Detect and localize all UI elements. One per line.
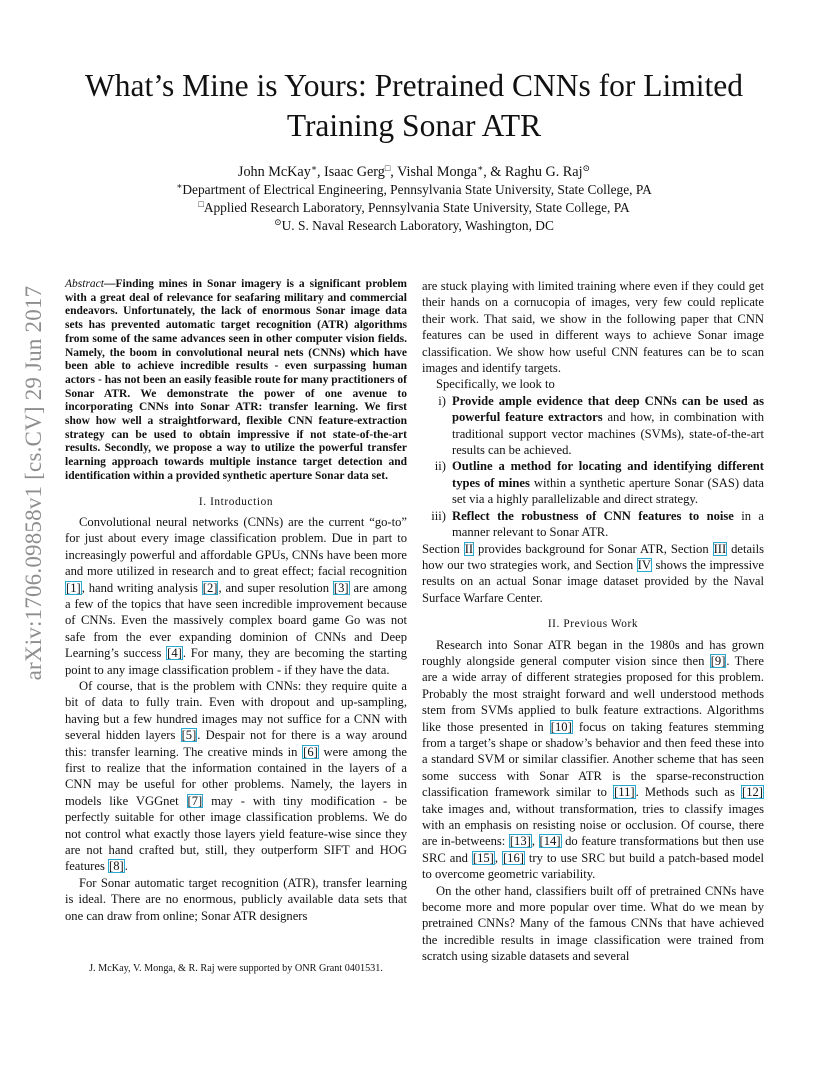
intro-paragraph-5: Section II provides background for Sonar ATR, Section III details how our two strategies work, and Section IV shows the impressive results on an actual Sonar image dataset provided by the Naval Surface Warfare Center.	[422, 541, 764, 605]
citation-link[interactable]: [2]	[202, 580, 218, 595]
citation-link[interactable]: [14]	[539, 834, 561, 849]
citation-link[interactable]: [3]	[333, 580, 349, 595]
author-3: Vishal Monga	[397, 164, 478, 180]
title-line-1: What’s Mine is Yours: Pretrained CNNs for Limited	[85, 68, 743, 103]
funding-footnote: J. McKay, V. Monga, & R. Raj were supported by ONR Grant 0401531.	[89, 963, 383, 974]
previous-work-paragraph-1: Research into Sonar ATR began in the 1980s and has grown roughly alongside general computer vision since then [9]. There are a wide array of different strategies proposed for this problem. Probably the most straight forward and well understood methods stem from SVMs applied to bulk feature extractions. Algorithms like those presented in [10] focus on taking features stemming from a target’s shape or shadow’s behavior and then feed these into a standard SVM or similar classifier. Another scheme that has seen some success with Sonar ATR is the sparse-reconstruction classification framework similar to [11]. Methods such as [12] take images and, without transformation, tries to classify images with an emphasis on resisting noise or occlusion. Of course, there are in-betweens: [13], [14] do feature transformations but then use SRC and [15], [16] try to use SRC but build a patch-based model to overcome geometric variability.	[422, 637, 765, 882]
left-column	[65, 278, 407, 924]
affiliation-1: ∗Department of Electrical Engineering, Pennsylvania State University, State College, PA	[176, 181, 652, 197]
section-link[interactable]: III	[713, 541, 727, 556]
author-2-mark: □	[384, 163, 391, 173]
citation-link[interactable]: [7]	[187, 793, 203, 808]
citation-link[interactable]: [16]	[502, 850, 524, 865]
abstract	[65, 278, 407, 484]
citation-link[interactable]: [11]	[614, 785, 635, 800]
arxiv-stamp	[16, 285, 52, 681]
author-4: Raghu G. Raj	[504, 164, 583, 180]
abstract-label: Abstract	[65, 278, 104, 290]
arxiv-id: arXiv:1706.09858v1 [cs.CV] 29 Jun 2017	[21, 285, 46, 681]
section-heading-intro: I. Introduction	[198, 495, 274, 508]
intro-paragraph-3-continued: are stuck playing with limited training where even if they could get their hands on a cornucopia of images, very few could replicate their work. That said, we show in the following paper that CNN features can be used in different ways to achieve Sonar image classification. We show how useful CNN features can be to scan images and identify targets.	[422, 279, 764, 376]
contribution-item: iii) Reflect the robustness of CNN features to noise in a manner relevant to Sonar ATR.	[431, 508, 764, 540]
affiliation-2: □Applied Research Laboratory, Pennsylvania State University, State College, PA	[198, 199, 630, 215]
section-link[interactable]: II	[464, 541, 474, 556]
section-link[interactable]: IV	[637, 557, 651, 572]
citation-link[interactable]: [4]	[167, 646, 182, 661]
intro-paragraph-1: Convolutional neural networks (CNNs) are the current “go-to” for just about every image classification problem. Due in part to increasingly powerful and affordable GPUs, CNNs have been more and more utilized in research and to great effect; facial recognition [1], hand writing analysis [2], and super resolution [3] are among a few of the topics that have seen incredible improvement because of CNNs. Even the massively complex board game Go was not safe from the ever expanding dominion of CNNs and Deep Learning’s success [4]. For many, they are becoming the starting point to any image classification problem - if they have the data.	[65, 514, 408, 677]
author-2: Isaac Gerg	[324, 164, 385, 180]
intro-paragraph-3: For Sonar automatic target recognition (ATR), transfer learning is ideal. There are no enormous, publicly available data sets that one can draw from online; Sonar ATR designers	[65, 875, 407, 923]
author-1-mark: ∗	[310, 163, 317, 173]
abstract-text: —Finding mines in Sonar imagery is a significant problem with a great deal of relevance for seafaring military and commercial endeavors. Unfortunately, the lack of enormous Sonar image data sets has prevented automatic target recognition (ATR) algorithms from some of the same advances seen in other computer vision fields. Namely, the boom in convolutional neural nets (CNNs) which have been able to achieve incredible results - even surpassing human actors - has not been an easily feasible route for many practitioners of Sonar ATR. We demonstrate the power of one avenue to incorporating CNNs into Sonar ATR: transfer learning. We first show how well a straightforward, flexible CNN feature-extraction strategy can be used to obtain impressive if not state-of-the-art results. Secondly, we propose a way to utilize the powerful transfer learning approach towards multiple instance target detection and identification within a provided synthetic aperture Sonar data set.	[65, 278, 407, 482]
citation-link[interactable]: [10]	[550, 719, 572, 734]
right-column	[422, 278, 764, 965]
citation-link[interactable]: [12]	[742, 785, 763, 800]
citation-link[interactable]: [15]	[472, 850, 494, 865]
affiliation-3: ⊙U. S. Naval Research Laboratory, Washington, DC	[274, 217, 554, 233]
citation-link[interactable]: [8]	[109, 859, 124, 874]
section-heading-previous-work: II. Previous Work	[547, 618, 639, 631]
citation-link[interactable]: [6]	[303, 744, 318, 759]
citation-link[interactable]: [13]	[509, 834, 531, 849]
citation-link[interactable]: [9]	[710, 653, 726, 668]
author-names: John McKay∗, Isaac Gerg□, Vishal Monga∗, & Raghu G. Raj⊙	[237, 163, 591, 180]
author-block	[0, 163, 828, 235]
intro-paragraph-4: Specifically, we look to	[436, 377, 555, 392]
intro-paragraph-2: Of course, that is the problem with CNNs: they require quite a bit of data to fully train. Even with dropout and up-sampling, having but a few hundred images may not suffice for a CNN with several hidden layers [5]. Despair not for there is a way around this: transfer learning. The creative minds in [6] were among the first to realize that the information contained in the layers of a CNN may be useful for other problems. Namely, the layers in models like VGGnet [7] may - with tiny modification - be perfectly suitable for other image classification problems. We do not control what exactly those layers yield feature-wise since they are not hand crafted but, still, they outperform SIFT and HOG features [8].	[65, 679, 408, 874]
citation-link[interactable]: [1]	[66, 580, 81, 595]
previous-work-paragraph-2: On the other hand, classifiers built off of pretrained CNNs have become more and more popular over time. What do we mean by pretrained CNNs? Many of the famous CNNs that have achieved the incredible results in image classification were trained from scratch using sizable datasets and several	[422, 883, 764, 964]
citation-link[interactable]: [5]	[181, 728, 197, 743]
contribution-item: i) Provide ample evidence that deep CNNs can be used as powerful feature extractors and how, in combination with traditional support vector machines (SVMs), state-of-the-art results can be achieved.	[438, 393, 764, 458]
author-3-mark: ∗	[477, 163, 484, 173]
author-1: John McKay	[237, 164, 311, 180]
paper-title	[0, 66, 828, 146]
author-4-mark: ⊙	[582, 163, 591, 173]
contribution-item: ii) Outline a method for locating and identifying different types of mines within a synthetic aperture Sonar (SAS) data set via a highly parallelizable and direct strategy.	[434, 459, 764, 507]
title-line-2: Training Sonar ATR	[286, 108, 542, 143]
